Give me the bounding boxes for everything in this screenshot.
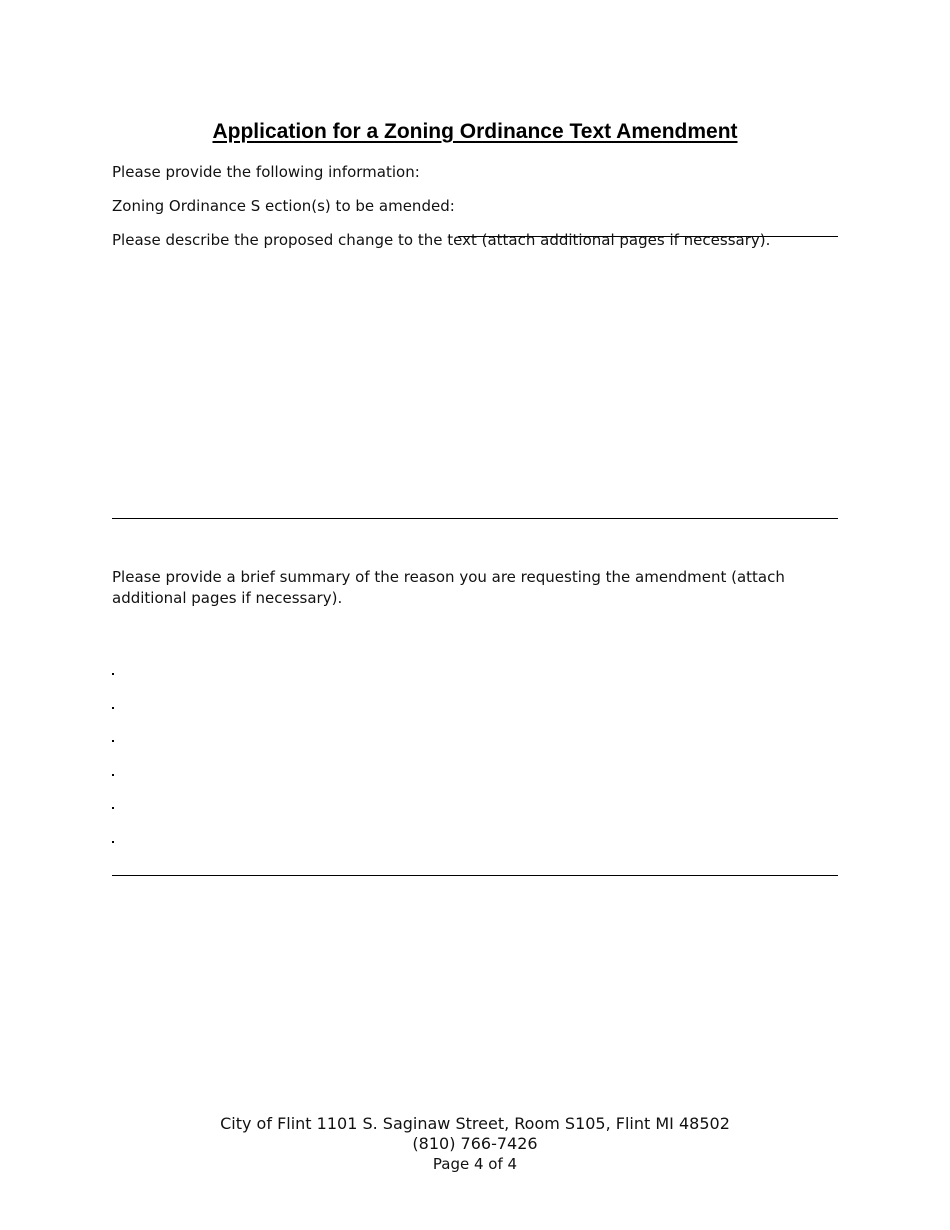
change-bottom-line: [112, 518, 838, 519]
page-title: Application for a Zoning Ordinance Text Amendment: [212, 120, 738, 143]
footer-page-number: Page 4 of 4: [432, 1155, 518, 1173]
line-marker: [112, 841, 114, 843]
line-marker: [112, 740, 114, 742]
line-marker: [112, 807, 114, 809]
reason-prompt: Please provide a brief summary of the reason you are requesting the amendment (attach additional pages if necessary).: [112, 568, 785, 607]
line-marker: [112, 707, 114, 709]
section-label: Zoning Ordinance S ection(s) to be amended:: [112, 197, 455, 215]
line-marker: [112, 774, 114, 776]
change-prompt: Please describe the proposed change to the text (attach additional pages if necessary).: [112, 231, 771, 249]
footer-address: City of Flint 1101 S. Saginaw Street, Room S105, Flint MI 48502: [220, 1114, 730, 1133]
reason-bottom-line: [112, 875, 838, 876]
reason-summary-textarea[interactable]: [112, 614, 838, 870]
line-marker: [112, 673, 114, 675]
footer-phone: (810) 766-7426: [412, 1134, 538, 1153]
proposed-change-textarea[interactable]: [112, 256, 838, 514]
intro-text: Please provide the following information:: [112, 163, 420, 181]
